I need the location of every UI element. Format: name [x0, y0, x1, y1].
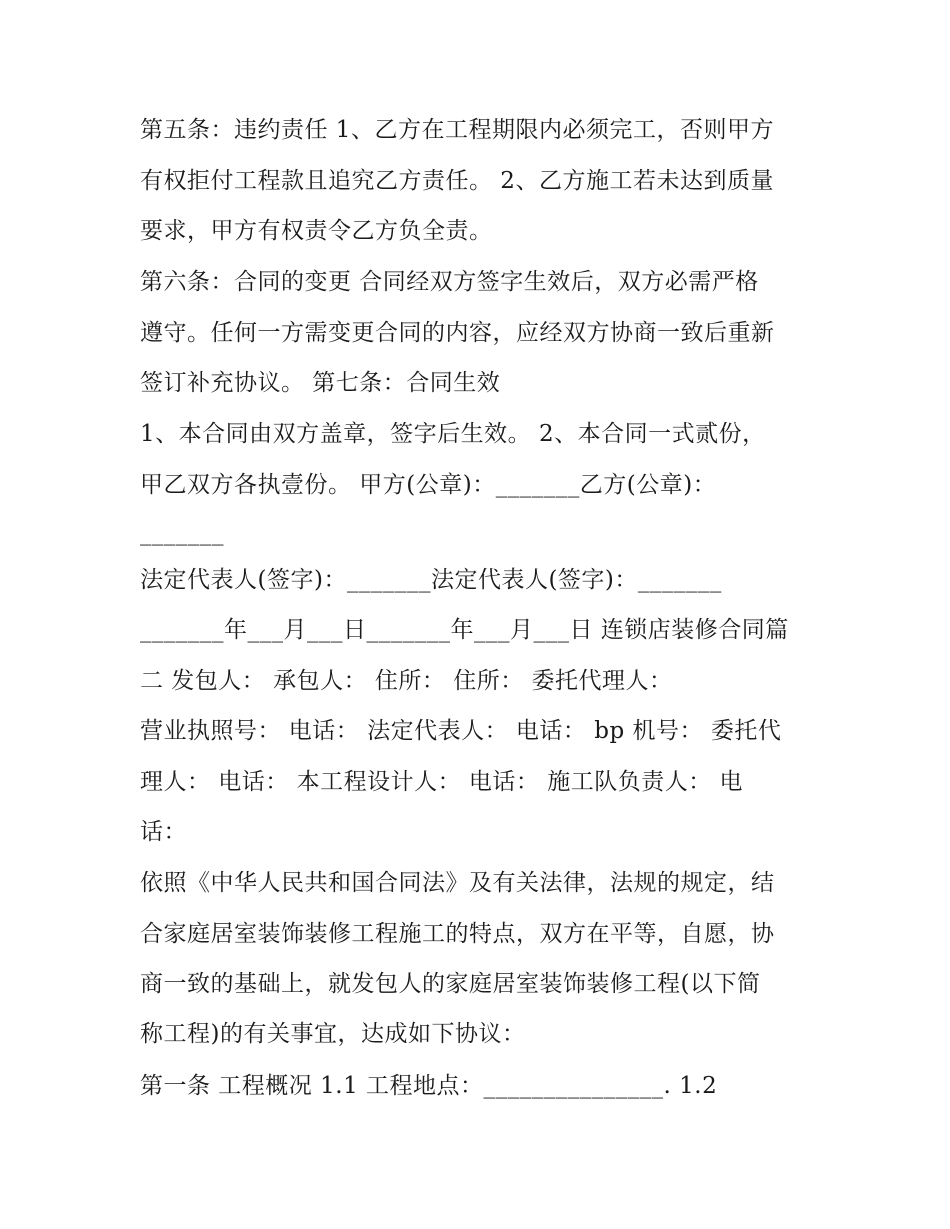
text-line: 第五条：违约责任 1、乙方在工程期限内必须完工，否则甲方 [140, 117, 774, 143]
text-line: 合家庭居室装饰装修工程施工的特点，双方在平等，自愿，协 [140, 921, 775, 947]
text-line: 依照《中华人民共和国合同法》及有关法律，法规的规定，结 [140, 870, 775, 896]
text-line: 签订补充协议。 第七条：合同生效 [140, 370, 501, 396]
text-line: _______年___月___日_______年___月___日 连锁店装修合同篇 [140, 617, 789, 643]
text-line: 理人： 电话： 本工程设计人： 电话： 施工队负责人： 电 [140, 769, 744, 795]
text-line: _______ [140, 520, 224, 546]
text-line: 话： [140, 819, 187, 845]
text-line: 法定代表人(签字)：_______法定代表人(签字)：_______ [140, 567, 722, 593]
text-line: 有权拒付工程款且追究乙方责任。 2、乙方施工若未达到质量 [140, 168, 774, 194]
text-line: 甲乙双方各执壹份。 甲方(公章)：_______乙方(公章)： [140, 472, 717, 498]
text-line: 第一条 工程概况 1.1 工程地点：_______________. 1.2 [140, 1073, 718, 1099]
text-line: 称工程)的有关事宜，达成如下协议： [140, 1021, 526, 1047]
text-line: 商一致的基础上，就发包人的家庭居室装饰装修工程(以下简 [140, 971, 761, 997]
text-line: 1、本合同由双方盖章，签字后生效。 2、本合同一式贰份， [140, 421, 766, 447]
text-line: 营业执照号： 电话： 法定代表人： 电话： bp 机号： 委托代 [140, 718, 782, 744]
text-line: 第六条：合同的变更 合同经双方签字生效后，双方必需严格 [140, 269, 759, 295]
text-line: 遵守。任何一方需变更合同的内容，应经双方协商一致后重新 [140, 320, 775, 346]
text-line: 要求，甲方有权责令乙方负全责。 [140, 218, 493, 244]
text-line: 二 发包人： 承包人： 住所： 住所： 委托代理人： [140, 668, 673, 694]
